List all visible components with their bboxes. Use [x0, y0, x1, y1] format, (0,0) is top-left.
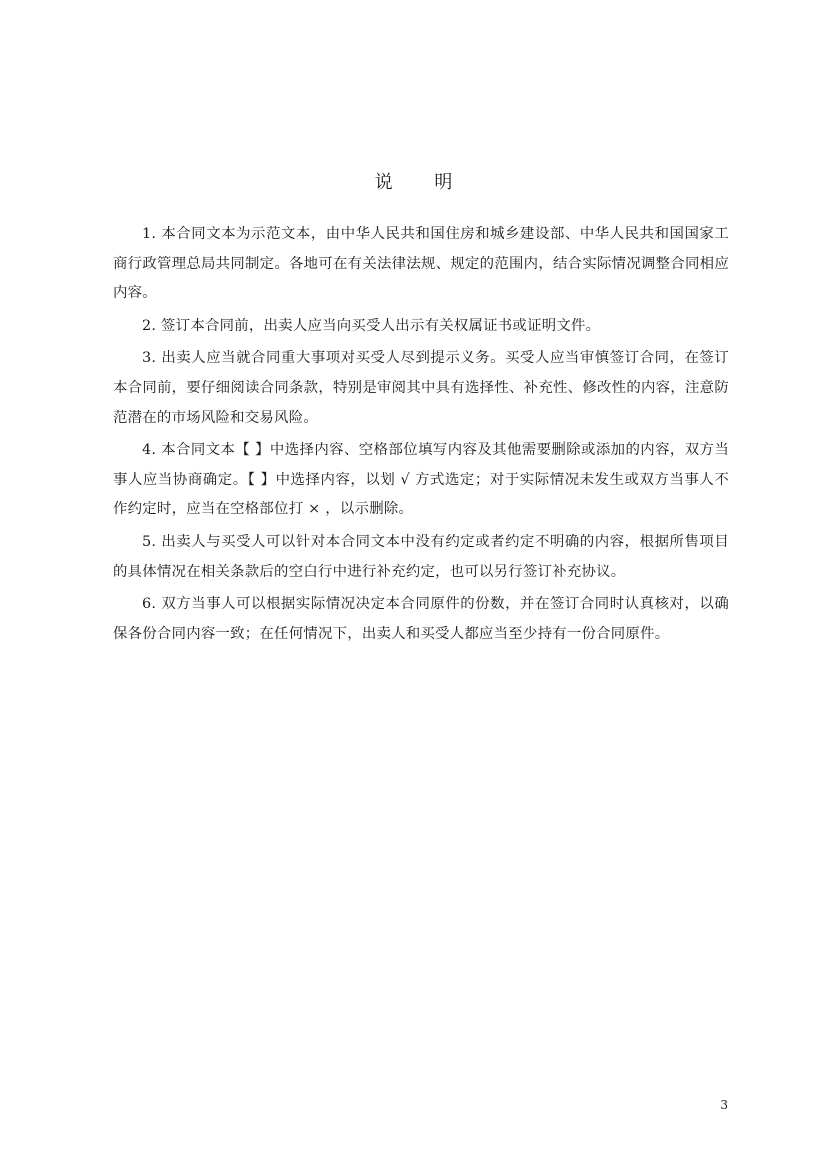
document-body [113, 220, 729, 652]
paragraph-3: 3. 出卖人应当就合同重大事项对买受人尽到提示义务。买受人应当审慎签订合同，在签订本合同前，要仔细阅读合同条款，特别是审阅其中具有选择性、补充性、修改性的内容，注意防范潜在的市场风险和交易风险。 [113, 350, 729, 426]
paragraph-5: 5. 出卖人与买受人可以针对本合同文本中没有约定或者约定不明确的内容，根据所售项目的具体情况在相关条款后的空白行中进行补充约定，也可以另行签订补充协议。 [113, 533, 729, 580]
paragraph-1: 1. 本合同文本为示范文本，由中华人民共和国住房和城乡建设部、中华人民共和国国家工商行政管理总局共同制定。各地可在有关法律法规、规定的范围内，结合实际情况调整合同相应内容。 [113, 226, 729, 302]
paragraph-2: 2. 签订本合同前，出卖人应当向买受人出示有关权属证书或证明文件。 [142, 317, 601, 334]
page-title: 说 明 [374, 172, 471, 193]
paragraph-4: 4. 本合同文本【 】中选择内容、空格部位填写内容及其他需要删除或添加的内容，双方当事人应当协商确定。【 】中选择内容，以划 √ 方式选定；对于实际情况未发生或双方当事人不作约定时，应当在空格部位打 × ，以示删除。 [113, 442, 729, 518]
page-number: 3 [720, 1098, 728, 1112]
paragraph-6: 6. 双方当事人可以根据实际情况决定本合同原件的份数，并在签订合同时认真核对，以确保各份合同内容一致；在任何情况下，出卖人和买受人都应当至少持有一份合同原件。 [113, 596, 729, 642]
